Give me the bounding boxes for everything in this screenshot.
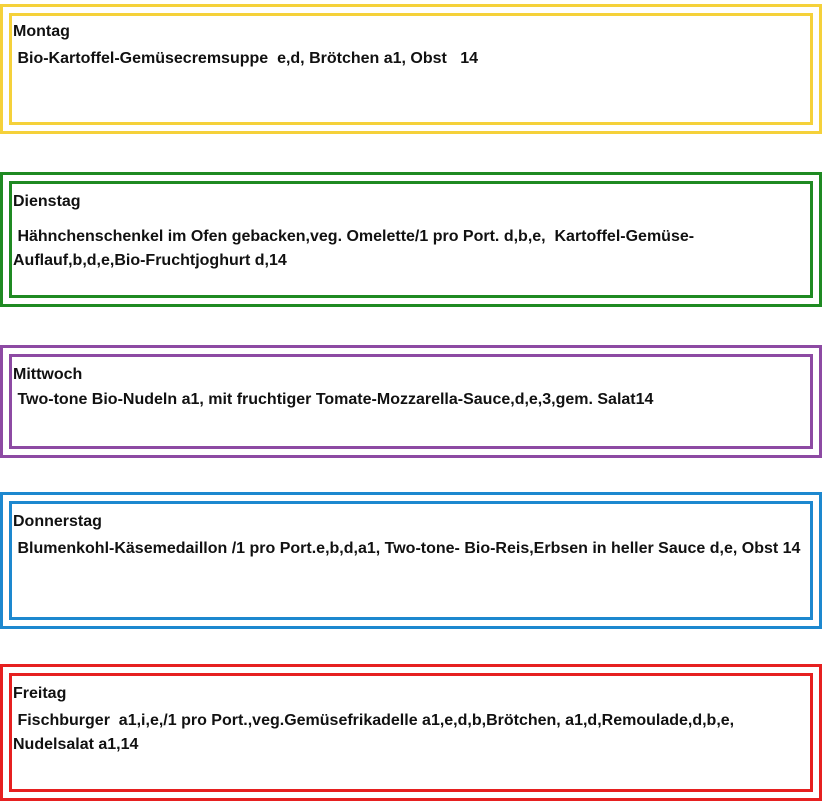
day-box-montag xyxy=(0,4,822,134)
day-name-freitag: Freitag xyxy=(13,685,67,702)
day-name-donnerstag: Donnerstag xyxy=(13,513,102,530)
day-box-freitag xyxy=(0,664,822,801)
day-name-montag: Montag xyxy=(13,23,70,40)
day-name-dienstag: Dienstag xyxy=(13,193,81,210)
day-box-mittwoch xyxy=(0,345,822,458)
day-menu-mittwoch: Two-tone Bio-Nudeln a1, mit fruchtiger Tomate-Mozzarella-Sauce,d,e,3,gem. Salat14 xyxy=(13,391,654,408)
day-box-dienstag xyxy=(0,172,822,307)
day-name-mittwoch: Mittwoch xyxy=(13,366,83,383)
day-menu-freitag: Fischburger a1,i,e,/1 pro Port.,veg.Gemüsefrikadelle a1,e,d,b,Brötchen, a1,d,Remoulade,d,b,e, Nudelsalat a1,14 xyxy=(13,712,739,753)
day-box-donnerstag xyxy=(0,492,822,629)
day-menu-donnerstag: Blumenkohl-Käsemedaillon /1 pro Port.e,b,d,a1, Two-tone- Bio-Reis,Erbsen in heller Sauce d,e, Obst 14 xyxy=(13,540,801,557)
day-menu-montag: Bio-Kartoffel-Gemüsecremsuppe e,d, Brötchen a1, Obst 14 xyxy=(13,50,479,67)
day-menu-dienstag: Hähnchenschenkel im Ofen gebacken,veg. Omelette/1 pro Port. d,b,e, Kartoffel-Gemüse-Auflauf,b,d,e,Bio-Fruchtjoghurt d,14 xyxy=(13,228,695,269)
